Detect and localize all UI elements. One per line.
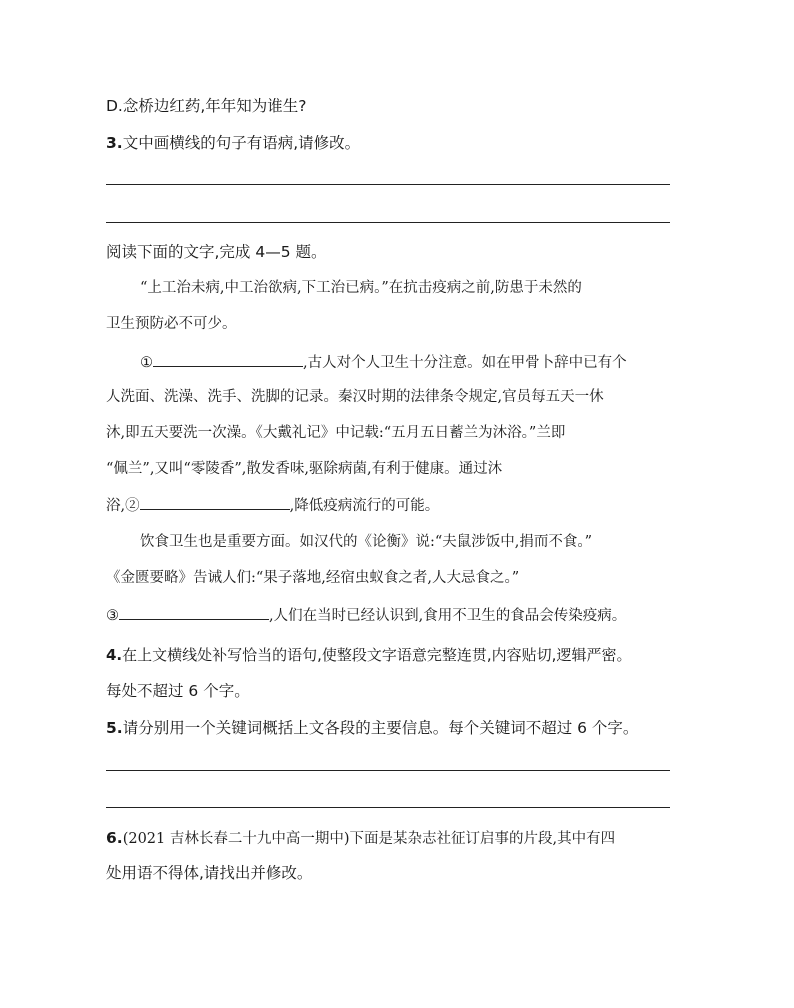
q2-option-d: D.念桥边红药,年年知为谁生? <box>106 97 307 115</box>
answer-line-q3-1[interactable] <box>106 184 670 185</box>
passage-p3-line3 <box>106 605 626 626</box>
passage-p1-line1: “上工治未病,中工治欲病,下工治已病。”在抗击疫病之前,防患于未然的 <box>140 280 582 296</box>
passage-p2-line5-prefix: 浴, <box>106 498 126 514</box>
passage-p2-line4: “佩兰”,又叫“零陵香”,散发香味,驱除病菌,有利于健康。通过沐 <box>106 461 503 477</box>
question-6-line2: 处用语不得体,请找出并修改。 <box>106 864 313 882</box>
passage-p1-line2: 卫生预防必不可少。 <box>106 316 237 332</box>
q4-number: 4. <box>106 646 123 664</box>
passage-p2-line5-text: ,降低疫病流行的可能。 <box>289 498 440 514</box>
question-3 <box>106 133 360 153</box>
question-4-line1 <box>106 645 631 665</box>
answer-line-q5-2[interactable] <box>106 807 670 808</box>
passage-p3-line1: 饮食卫生也是重要方面。如汉代的《论衡》说:“夫鼠涉饭中,捐而不食。” <box>140 534 593 550</box>
question-5 <box>106 718 638 738</box>
blank-1[interactable] <box>153 352 303 367</box>
question-6-line1 <box>106 828 615 849</box>
blank-3-marker: ③ <box>106 608 119 624</box>
q3-number: 3. <box>106 134 123 152</box>
passage-p3-line3-text: ,人们在当时已经认识到,食用不卫生的食品会传染疫病。 <box>269 608 627 624</box>
passage-p2-line5 <box>106 495 439 516</box>
passage-p2-line1-text: ,古人对个人卫生十分注意。如在甲骨卜辞中已有个 <box>303 355 627 371</box>
q6-number: 6. <box>106 829 123 847</box>
blank-2[interactable] <box>140 495 290 510</box>
q4-text: 在上文横线处补写恰当的语句,使整段文字语意完整连贯,内容贴切,逻辑严密。 <box>122 646 632 664</box>
blank-2-marker: ② <box>125 498 140 514</box>
reading-intro: 阅读下面的文字,完成 4—5 题。 <box>106 243 327 261</box>
answer-line-q3-2[interactable] <box>106 222 670 223</box>
blank-3[interactable] <box>119 605 269 620</box>
passage-p2-line1 <box>140 352 627 373</box>
passage-p2-line2: 人洗面、洗澡、洗手、洗脚的记录。秦汉时期的法律条令规定,官员每五天一休 <box>106 389 604 405</box>
q6-text: (2021 吉林长春二十九中高一期中)下面是某杂志社征订启事的片段,其中有四 <box>122 831 616 847</box>
passage-p2-line3: 沐,即五天要洗一次澡。《大戴礼记》中记载:“五月五日蓄兰为沐浴。”兰即 <box>106 425 566 441</box>
blank-1-marker: ① <box>140 355 153 371</box>
answer-line-q5-1[interactable] <box>106 770 670 771</box>
question-4-line2: 每处不超过 6 个字。 <box>106 682 250 700</box>
passage-p3-line2: 《金匮要略》告诫人们:“果子落地,经宿虫蚁食之者,人大忌食之。” <box>106 570 520 586</box>
q5-text: 请分别用一个关键词概括上文各段的主要信息。每个关键词不超过 6 个字。 <box>122 719 639 737</box>
q3-text: 文中画横线的句子有语病,请修改。 <box>122 134 361 152</box>
q5-number: 5. <box>106 719 123 737</box>
